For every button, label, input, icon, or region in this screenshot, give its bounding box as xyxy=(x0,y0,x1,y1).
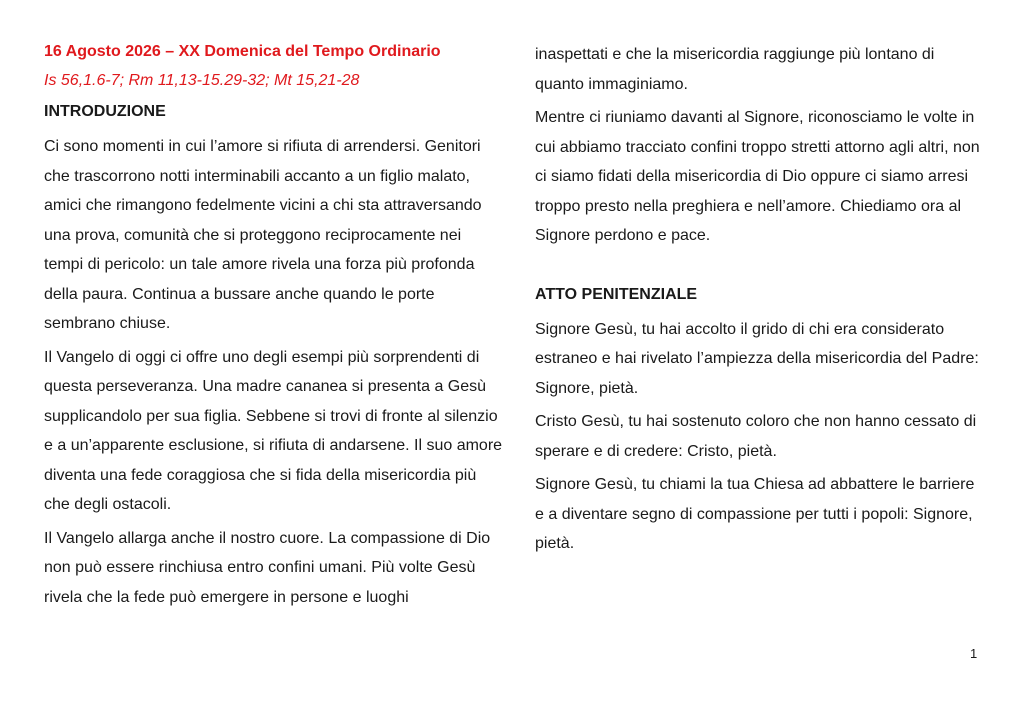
intro-paragraph-2: Il Vangelo di oggi ci offre uno degli esempi più sorprendenti di questa perseveranza. Una madre cananea si presenta a Gesù supplicandolo per sua figlia. Sebbene si trovi di fronte al silenzio e a un’apparente esclusione, si rifiuta di andarsene. Il suo amore diventa una fede coraggiosa che si fida della misericordia più che degli ostacoli. xyxy=(44,348,503,513)
penitential-invocation-2: Cristo Gesù, tu hai sostenuto coloro che non hanno cessato di sperare e di credere: Cristo, pietà. xyxy=(535,413,977,460)
header-date-title: 16 Agosto 2026 – XX Domenica del Tempo Ordinario xyxy=(44,43,441,60)
left-column xyxy=(44,36,504,616)
intro-paragraph-3-end: inaspettati e che la misericordia raggiunge più lontano di quanto immaginiamo. xyxy=(535,46,935,93)
penitential-invocation-1: Signore Gesù, tu hai accolto il grido di chi era considerato estraneo e hai rivelato l’ampiezza della misericordia del Padre: Signore, pietà. xyxy=(535,320,979,397)
intro-paragraph-1: Ci sono momenti in cui l’amore si rifiuta di arrendersi. Genitori che trascorrono notti interminabili accanto a un figlio malato, amici che rimangono fedelmente vicini a chi sta attraversando una prova, comunità che si proteggono reciprocamente nei tempi di pericolo: un tale amore rivela una forza più profonda della paura. Continua a bussare anche quando le porte sembrano chiuse. xyxy=(44,138,482,332)
readings-references: Is 56,1.6-7; Rm 11,13-15.29-32; Mt 15,21-28 xyxy=(44,72,360,89)
intro-paragraph-3-start: Il Vangelo allarga anche il nostro cuore. La compassione di Dio non può essere rinchiusa entro confini umani. Più volte Gesù rivela che la fede può emergere in persone e luoghi xyxy=(44,529,491,606)
intro-title: INTRODUZIONE xyxy=(44,103,166,120)
penitential-title: ATTO PENITENZIALE xyxy=(535,285,698,303)
right-column xyxy=(535,40,985,563)
intro-paragraph-4: Mentre ci riuniamo davanti al Signore, riconosciamo le volte in cui abbiamo tracciato confini troppo stretti attorno agli altri, non ci siamo fidati della misericordia di Dio oppure ci siamo arresi troppo presto nella preghiera e nell’amore. Chiediamo ora al Signore perdono e pace. xyxy=(535,109,980,244)
section-spacer xyxy=(535,255,985,279)
page-number: 1 xyxy=(970,646,978,661)
penitential-invocation-3: Signore Gesù, tu chiami la tua Chiesa ad abbattere le barriere e a diventare segno di compassione per tutti i popoli: Signore, pietà. xyxy=(535,476,975,552)
